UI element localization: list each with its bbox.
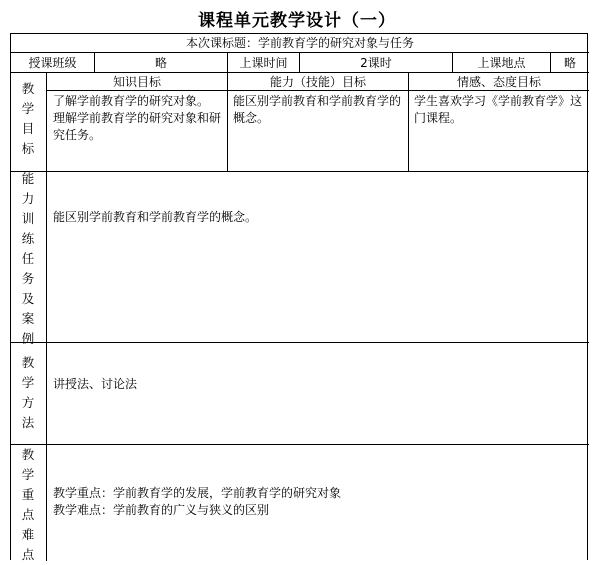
class-label: 授课班级 bbox=[28, 56, 77, 70]
methods-row-label: 教 学 方 法 bbox=[21, 355, 35, 430]
attitude-header: 情感、态度目标 bbox=[456, 75, 541, 89]
keypoints-row-label: 教 学 重 点 难 点 bbox=[21, 447, 35, 562]
knowledge-objective bbox=[53, 93, 223, 144]
rule bbox=[46, 72, 47, 561]
methods-content: 讲授法、讨论法 bbox=[53, 377, 138, 391]
time-label: 上课时间 bbox=[239, 56, 288, 70]
difficult-point: 教学难点：学前教育的广义与狭义的区别 bbox=[53, 503, 270, 517]
knowledge-objective-line: 了解学前教育学的研究对象。 bbox=[53, 94, 210, 108]
ability-header: 能力（技能）目标 bbox=[269, 75, 366, 89]
document-title: 课程单元教学设计（一） bbox=[198, 11, 396, 31]
lesson-topic: 本次课标题：学前教育学的研究对象与任务 bbox=[185, 36, 414, 50]
key-point: 教学重点：学前教育学的发展，学前教育学的研究对象 bbox=[53, 486, 342, 500]
lesson-design-table bbox=[10, 33, 588, 560]
class-value: 略 bbox=[154, 56, 167, 70]
rule bbox=[11, 342, 589, 343]
rule bbox=[11, 171, 589, 172]
place-label: 上课地点 bbox=[477, 56, 526, 70]
attitude-objective: 学生喜欢学习《学前教育学》这门课程。 bbox=[414, 94, 583, 125]
training-row-label: 能 力 训 练 任 务 及 案 例 bbox=[21, 171, 35, 346]
training-content: 能区别学前教育和学前教育学的概念。 bbox=[53, 210, 258, 224]
ability-objective: 能区别学前教育和学前教育学的概念。 bbox=[233, 94, 402, 125]
rule bbox=[11, 444, 589, 445]
time-value: 2课时 bbox=[360, 56, 392, 70]
place-value: 略 bbox=[563, 56, 576, 70]
rule bbox=[11, 52, 589, 53]
knowledge-objective-line: 理解学前教育学的研究对象和研究任务。 bbox=[53, 111, 222, 142]
knowledge-header: 知识目标 bbox=[112, 75, 161, 89]
keypoints-content bbox=[53, 485, 583, 519]
objectives-row-label: 教 学 目 标 bbox=[21, 81, 35, 156]
rule bbox=[11, 72, 589, 73]
